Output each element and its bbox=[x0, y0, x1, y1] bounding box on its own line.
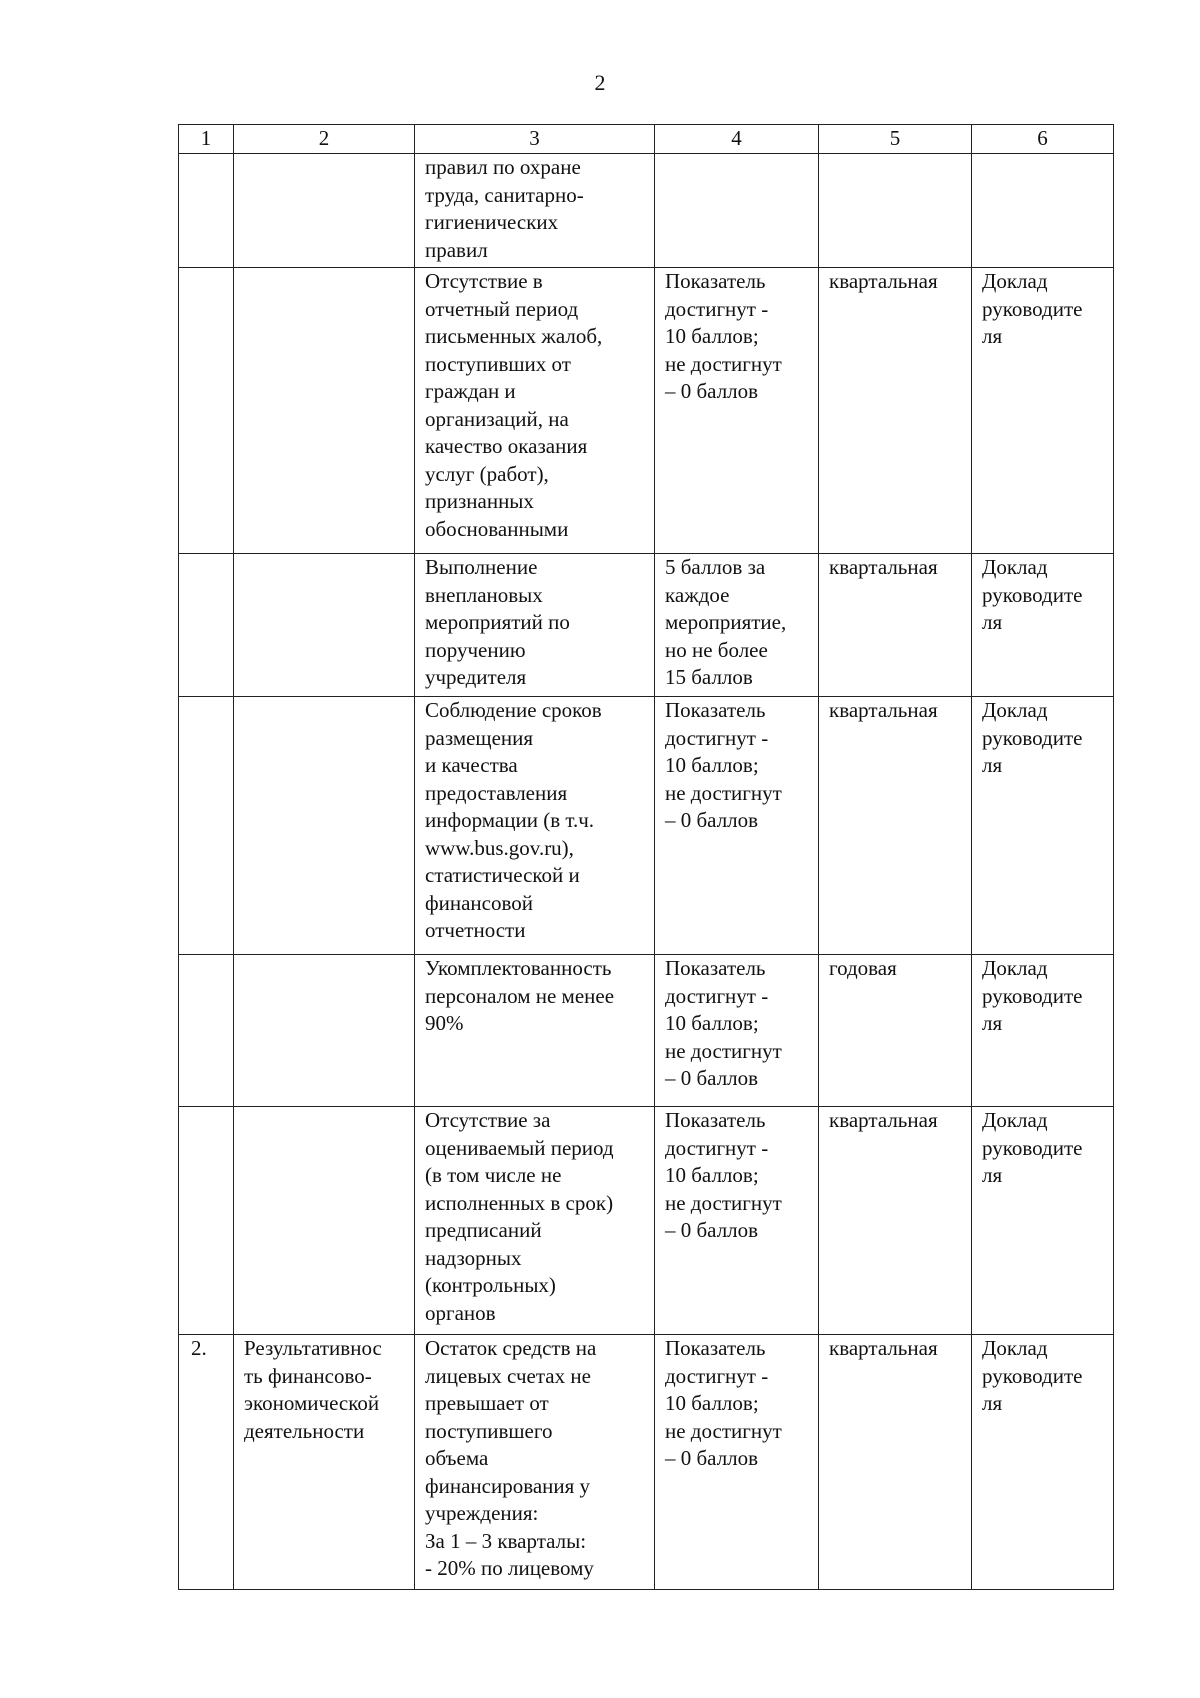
indicator-cell: правил по охране труда, санитарно- гигиенических правил bbox=[415, 154, 655, 268]
header-cell-3: 3 bbox=[415, 125, 655, 154]
score-cell: Показатель достигнут - 10 баллов; не достигнут – 0 баллов bbox=[655, 955, 819, 1107]
row-number bbox=[179, 1107, 234, 1335]
criterion-cell bbox=[234, 554, 415, 697]
indicator-cell: Отсутствие за оцениваемый период (в том числе не исполненных в срок) предписаний надзорных (контрольных) органов bbox=[415, 1107, 655, 1335]
criterion-cell bbox=[234, 268, 415, 554]
source-cell: Доклад руководите ля bbox=[972, 955, 1114, 1107]
frequency-cell: квартальная bbox=[819, 697, 972, 955]
row-number bbox=[179, 268, 234, 554]
table-row bbox=[179, 955, 1114, 1107]
source-cell: Доклад руководите ля bbox=[972, 1335, 1114, 1590]
frequency-cell: годовая bbox=[819, 955, 972, 1107]
score-cell: 5 баллов за каждое мероприятие, но не более 15 баллов bbox=[655, 554, 819, 697]
score-cell: Показатель достигнут - 10 баллов; не достигнут – 0 баллов bbox=[655, 1335, 819, 1590]
page-number: 2 bbox=[594, 70, 606, 95]
row-number bbox=[179, 554, 234, 697]
header-cell-6: 6 bbox=[972, 125, 1114, 154]
table-row bbox=[179, 697, 1114, 955]
table-row bbox=[179, 1107, 1114, 1335]
table-row bbox=[179, 154, 1114, 268]
score-cell: Показатель достигнут - 10 баллов; не достигнут – 0 баллов bbox=[655, 268, 819, 554]
header-cell-4: 4 bbox=[655, 125, 819, 154]
source-cell: Доклад руководите ля bbox=[972, 1107, 1114, 1335]
indicator-cell: Укомплектованность персоналом не менее 90% bbox=[415, 955, 655, 1107]
criterion-cell bbox=[234, 154, 415, 268]
score-cell: Показатель достигнут - 10 баллов; не достигнут – 0 баллов bbox=[655, 697, 819, 955]
indicator-cell: Выполнение внеплановых мероприятий по поручению учредителя bbox=[415, 554, 655, 697]
table-row bbox=[179, 268, 1114, 554]
row-number bbox=[179, 955, 234, 1107]
criterion-cell bbox=[234, 955, 415, 1107]
table-row bbox=[179, 1335, 1114, 1590]
row-number bbox=[179, 697, 234, 955]
source-cell: Доклад руководите ля bbox=[972, 554, 1114, 697]
indicator-cell: Отсутствие в отчетный период письменных жалоб, поступивших от граждан и организаций, на качество оказания услуг (работ), признанных обоснованными bbox=[415, 268, 655, 554]
frequency-cell: квартальная bbox=[819, 1107, 972, 1335]
frequency-cell: квартальная bbox=[819, 1335, 972, 1590]
source-cell bbox=[972, 154, 1114, 268]
row-number: 2. bbox=[179, 1335, 234, 1590]
table-header-row bbox=[179, 125, 1114, 154]
header-cell-5: 5 bbox=[819, 125, 972, 154]
indicator-cell: Остаток средств на лицевых счетах не превышает от поступившего объема финансирования у учреждения: За 1 – 3 кварталы: - 20% по лицевому bbox=[415, 1335, 655, 1590]
score-cell bbox=[655, 154, 819, 268]
frequency-cell: квартальная bbox=[819, 554, 972, 697]
row-number bbox=[179, 154, 234, 268]
criteria-table bbox=[178, 124, 1114, 1590]
indicator-cell: Соблюдение сроков размещения и качества предоставления информации (в т.ч. www.bus.gov.ru), статистической и финансовой отчетности bbox=[415, 697, 655, 955]
criterion-cell bbox=[234, 1107, 415, 1335]
criterion-cell bbox=[234, 697, 415, 955]
criterion-cell: Результативнос ть финансово- экономической деятельности bbox=[234, 1335, 415, 1590]
frequency-cell bbox=[819, 154, 972, 268]
score-cell: Показатель достигнут - 10 баллов; не достигнут – 0 баллов bbox=[655, 1107, 819, 1335]
table-row bbox=[179, 554, 1114, 697]
header-cell-2: 2 bbox=[234, 125, 415, 154]
frequency-cell: квартальная bbox=[819, 268, 972, 554]
source-cell: Доклад руководите ля bbox=[972, 697, 1114, 955]
source-cell: Доклад руководите ля bbox=[972, 268, 1114, 554]
header-cell-1: 1 bbox=[179, 125, 234, 154]
